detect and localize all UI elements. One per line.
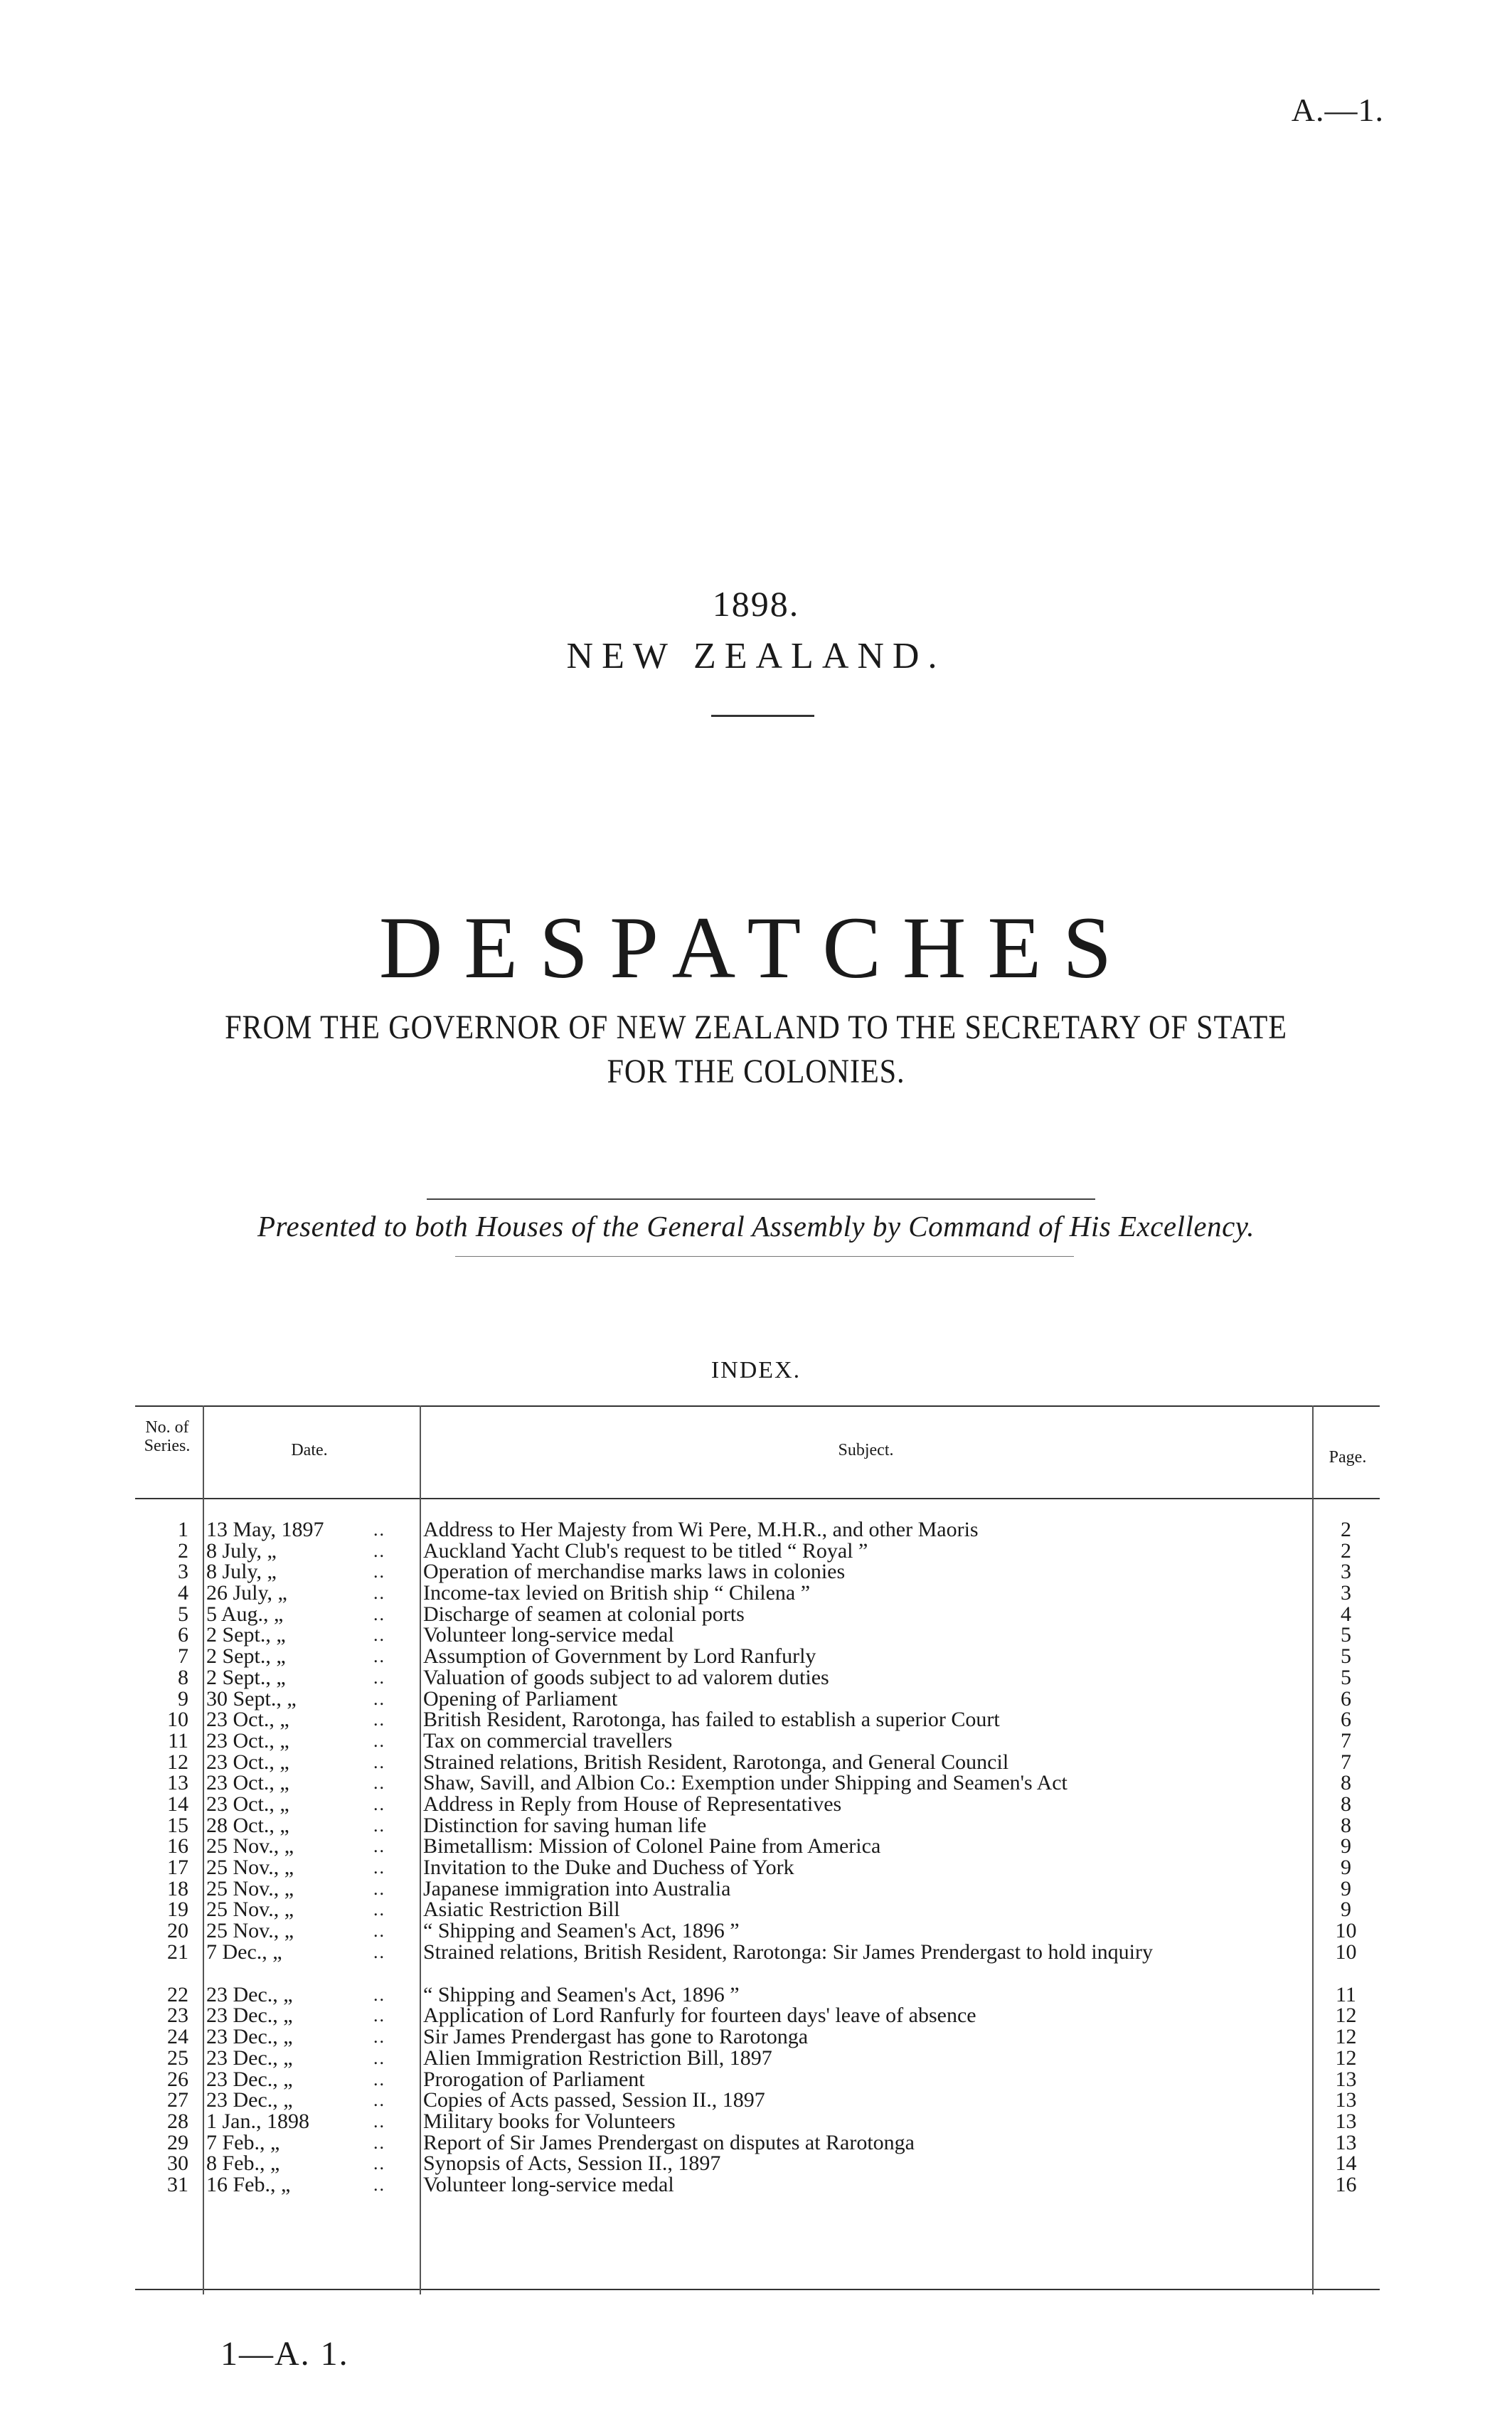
page-cell: 8 [1341,1813,1351,1837]
series-number: 23 [167,2004,188,2028]
dot-leader: .. [373,1899,385,1920]
page-cell: 6 [1341,1686,1351,1711]
subject-cell: Strained relations, British Resident, Rarotonga, and General Council [423,1750,1009,1774]
date-cell: 23 Dec., „ [206,2067,293,2091]
page-cell: 7 [1341,1750,1351,1774]
page-cell: 13 [1335,2130,1357,2154]
series-number: 27 [167,2088,188,2112]
series-number: 21 [167,1940,188,1964]
date-cell: 25 Nov., „ [206,1834,294,1858]
series-number: 30 [167,2152,188,2176]
table-row [135,1942,1380,1984]
series-number: 4 [178,1581,188,1605]
series-number: 24 [167,2025,188,2049]
subject-cell: Synopsis of Acts, Session II., 1897 [423,2152,721,2176]
date-cell: 26 July, „ [206,1581,287,1605]
date-cell: 8 July, „ [206,1560,277,1584]
subject-cell: Shaw, Savill, and Albion Co.: Exemption under Shipping and Seamen's Act [423,1771,1068,1795]
divider [711,715,814,717]
page-cell: 5 [1341,1644,1351,1669]
dot-leader: .. [373,1540,385,1561]
table-row [135,2005,1380,2026]
series-number: 8 [178,1665,188,1689]
dot-leader: .. [373,1666,385,1688]
table-row [135,1878,1380,1900]
dot-leader: .. [373,1793,385,1814]
dot-leader: .. [373,2174,385,2195]
dot-leader: .. [373,1751,385,1772]
page-cell: 5 [1341,1665,1351,1689]
document-subtitle: FROM THE GOVERNOR OF NEW ZEALAND TO THE SECRETARY OF STATE FOR THE COLONIES. [225,1009,1287,1090]
date-cell: 23 Oct., „ [206,1708,289,1732]
page-cell: 12 [1335,2025,1357,2049]
subject-cell: Address in Reply from House of Representatives [423,1792,842,1816]
table-row [135,1646,1380,1667]
subject-cell: British Resident, Rarotonga, has failed to establish a superior Court [423,1708,1000,1732]
series-number: 29 [167,2130,188,2154]
date-cell: 23 Dec., „ [206,2025,293,2049]
page-cell: 13 [1335,2088,1357,2112]
table-row [135,1624,1380,1646]
subject-cell: Valuation of goods subject to ad valorem duties [423,1665,829,1689]
date-cell: 13 May, 1897 [206,1518,324,1541]
page-cell: 11 [1336,1982,1356,2006]
subject-cell: Strained relations, British Resident, Rarotonga: Sir James Prendergast to hold inquiry [423,1940,1153,1964]
subject-cell: Discharge of seamen at colonial ports [423,1602,745,1626]
table-row [135,2132,1380,2154]
dot-leader: .. [373,1878,385,1899]
table-row [135,2026,1380,2048]
table-row [135,1604,1380,1625]
dot-leader: .. [373,1857,385,1878]
dot-leader: .. [373,1603,385,1624]
series-number: 22 [167,1982,188,2006]
column-header-date: Date. [291,1441,328,1459]
dot-leader: .. [373,1814,385,1836]
date-cell: 25 Nov., „ [206,1898,294,1922]
date-cell: 23 Oct., „ [206,1728,289,1752]
date-cell: 7 Feb., „ [206,2130,280,2154]
table-row [135,1752,1380,1773]
series-number: 13 [167,1771,188,1795]
subject-cell: “ Shipping and Seamen's Act, 1896 ” [423,1919,740,1943]
series-number: 20 [167,1919,188,1943]
table-row [135,1688,1380,1710]
series-number: 31 [167,2172,188,2196]
subject-cell: Alien Immigration Restriction Bill, 1897 [423,2046,772,2070]
table-row [135,1730,1380,1752]
page-cell: 6 [1341,1708,1351,1732]
table-rule-top [135,1405,1380,1407]
table-row [135,1667,1380,1688]
subject-cell: Copies of Acts passed, Session II., 1897 [423,2088,765,2112]
dot-leader: .. [373,2026,385,2048]
table-row [135,1984,1380,2006]
page-cell: 9 [1341,1876,1351,1900]
table-row [135,1561,1380,1583]
dot-leader: .. [373,1583,385,1604]
page-cell: 9 [1341,1834,1351,1858]
dot-leader: .. [373,1984,385,2005]
table-row [135,1836,1380,1857]
table-row [135,1519,1380,1541]
table-row [135,2090,1380,2111]
dot-leader: .. [373,2132,385,2153]
date-cell: 2 Sept., „ [206,1623,286,1647]
dot-leader: .. [373,2047,385,2068]
table-row [135,1709,1380,1730]
subject-cell: Income-tax levied on British ship “ Chilena ” [423,1581,811,1605]
page-cell: 3 [1341,1581,1351,1605]
presented-note: Presented to both Houses of the General Assembly by Command of His Excellency. [257,1210,1255,1243]
page-cell: 2 [1341,1538,1351,1563]
column-header-no: No. of Series. [144,1418,191,1455]
year: 1898. [712,584,800,624]
page-cell: 7 [1341,1728,1351,1752]
subject-cell: Bimetallism: Mission of Colonel Paine from America [423,1834,881,1858]
series-number: 11 [168,1728,188,1752]
document-title: DESPATCHES [378,899,1134,996]
dot-leader: .. [373,1920,385,1942]
dot-leader: .. [373,2005,385,2026]
table-row [135,2069,1380,2090]
date-cell: 2 Sept., „ [206,1665,286,1689]
series-number: 9 [178,1686,188,1711]
table-row [135,1583,1380,1604]
dot-leader: .. [373,2110,385,2132]
dot-leader: .. [373,1519,385,1540]
divider [455,1256,1074,1257]
date-cell: 23 Dec., „ [206,2088,293,2112]
date-cell: 8 July, „ [206,1538,277,1563]
dot-leader: .. [373,1646,385,1667]
dot-leader: .. [373,1709,385,1730]
subject-cell: Distinction for saving human life [423,1813,707,1837]
subject-cell: Application of Lord Ranfurly for fourteen days' leave of absence [423,2004,976,2028]
table-row [135,2174,1380,2196]
column-header-page: Page. [1329,1448,1367,1467]
dot-leader: .. [373,2090,385,2111]
subject-cell: Military books for Volunteers [423,2109,676,2133]
dot-leader: .. [373,1688,385,1709]
date-cell: 28 Oct., „ [206,1813,289,1837]
series-number: 3 [178,1560,188,1584]
page-cell: 14 [1335,2152,1357,2176]
series-number: 26 [167,2067,188,2091]
date-cell: 1 Jan., 1898 [206,2109,309,2133]
table-row [135,1794,1380,1815]
page-cell: 13 [1335,2109,1357,2133]
page-cell: 3 [1341,1560,1351,1584]
date-cell: 23 Oct., „ [206,1750,289,1774]
table-row [135,1772,1380,1794]
subject-cell: Asiatic Restriction Bill [423,1898,620,1922]
page-cell: 16 [1335,2172,1357,2196]
series-number: 7 [178,1644,188,1669]
index-title: INDEX. [710,1357,802,1383]
subject-cell: Address to Her Majesty from Wi Pere, M.H.R., and other Maoris [423,1518,979,1541]
subject-cell: Prorogation of Parliament [423,2067,645,2091]
table-row [135,1899,1380,1920]
index-rows [135,1519,1380,2196]
dot-leader: .. [373,1836,385,1857]
series-number: 19 [167,1898,188,1922]
subject-cell: “ Shipping and Seamen's Act, 1896 ” [423,1982,740,2006]
dot-leader: .. [373,1772,385,1794]
country-heading: NEW ZEALAND. [566,636,946,676]
table-row [135,1815,1380,1836]
document-reference: A.—1. [1291,92,1384,128]
index-table [135,1405,1380,2294]
series-number: 14 [167,1792,188,1816]
dot-leader: .. [373,1730,385,1751]
divider [427,1198,1095,1200]
page-cell: 4 [1341,1602,1351,1626]
table-row [135,1538,1380,1563]
subject-cell: Volunteer long-service medal [423,1623,674,1647]
table-row [135,2153,1380,2174]
series-number: 1 [178,1518,188,1541]
table-row [135,2111,1380,2132]
date-cell: 23 Oct., „ [206,1792,289,1816]
series-number: 10 [167,1708,188,1732]
subject-cell: Auckland Yacht Club's request to be titled “ Royal ” [423,1538,868,1563]
date-cell: 30 Sept., „ [206,1686,297,1711]
subject-cell: Operation of merchandise marks laws in colonies [423,1560,846,1584]
page-cell: 13 [1335,2067,1357,2091]
dot-leader: .. [373,2068,385,2090]
date-cell: 2 Sept., „ [206,1644,286,1669]
series-number: 5 [178,1602,188,1626]
table-row [135,1857,1380,1878]
page-cell: 10 [1335,1940,1357,1964]
date-cell: 16 Feb., „ [206,2172,291,2196]
page-cell: 9 [1341,1856,1351,1879]
subject-cell: Volunteer long-service medal [423,2172,674,2196]
series-number: 15 [167,1813,188,1837]
series-number: 16 [167,1834,188,1858]
footer-signature: 1—A. 1. [220,2335,349,2373]
dot-leader: .. [373,1624,385,1646]
subject-cell: Tax on commercial travellers [423,1728,673,1752]
subject-cell: Assumption of Government by Lord Ranfurly [423,1644,816,1669]
date-cell: 23 Oct., „ [206,1771,289,1795]
page-cell: 8 [1341,1771,1351,1795]
subject-cell: Report of Sir James Prendergast on disputes at Rarotonga [423,2130,915,2154]
page-cell: 5 [1341,1623,1351,1647]
date-cell: 23 Dec., „ [206,1982,293,2006]
page-cell: 12 [1335,2046,1357,2070]
subject-cell: Sir James Prendergast has gone to Rarotonga [423,2025,809,2049]
table-rule-bottom [135,2289,1380,2290]
series-number: 25 [167,2046,188,2070]
page-cell: 8 [1341,1792,1351,1816]
date-cell: 25 Nov., „ [206,1856,294,1879]
series-number: 2 [178,1538,188,1563]
table-row [135,1920,1380,1942]
series-number: 12 [167,1750,188,1774]
date-cell: 25 Nov., „ [206,1876,294,1900]
series-number: 17 [167,1856,188,1879]
series-number: 18 [167,1876,188,1900]
subject-cell: Invitation to the Duke and Duchess of York [423,1856,794,1879]
table-rule-header [135,1498,1380,1499]
column-header-subject: Subject. [838,1441,894,1459]
date-cell: 5 Aug., „ [206,1602,284,1626]
page-cell: 10 [1335,1919,1357,1943]
date-cell: 23 Dec., „ [206,2046,293,2070]
page-cell: 12 [1335,2004,1357,2028]
table-row [135,2048,1380,2069]
subject-cell: Opening of Parliament [423,1686,618,1711]
date-cell: 25 Nov., „ [206,1919,294,1943]
subject-cell: Japanese immigration into Australia [423,1876,731,1900]
dot-leader: .. [373,1941,385,1962]
page-cell: 9 [1341,1898,1351,1922]
dot-leader: .. [373,2153,385,2174]
date-cell: 7 Dec., „ [206,1940,282,1964]
series-number: 28 [167,2109,188,2133]
date-cell: 23 Dec., „ [206,2004,293,2028]
series-number: 6 [178,1623,188,1647]
date-cell: 8 Feb., „ [206,2152,280,2176]
dot-leader: .. [373,1561,385,1583]
page-cell: 2 [1341,1518,1351,1541]
